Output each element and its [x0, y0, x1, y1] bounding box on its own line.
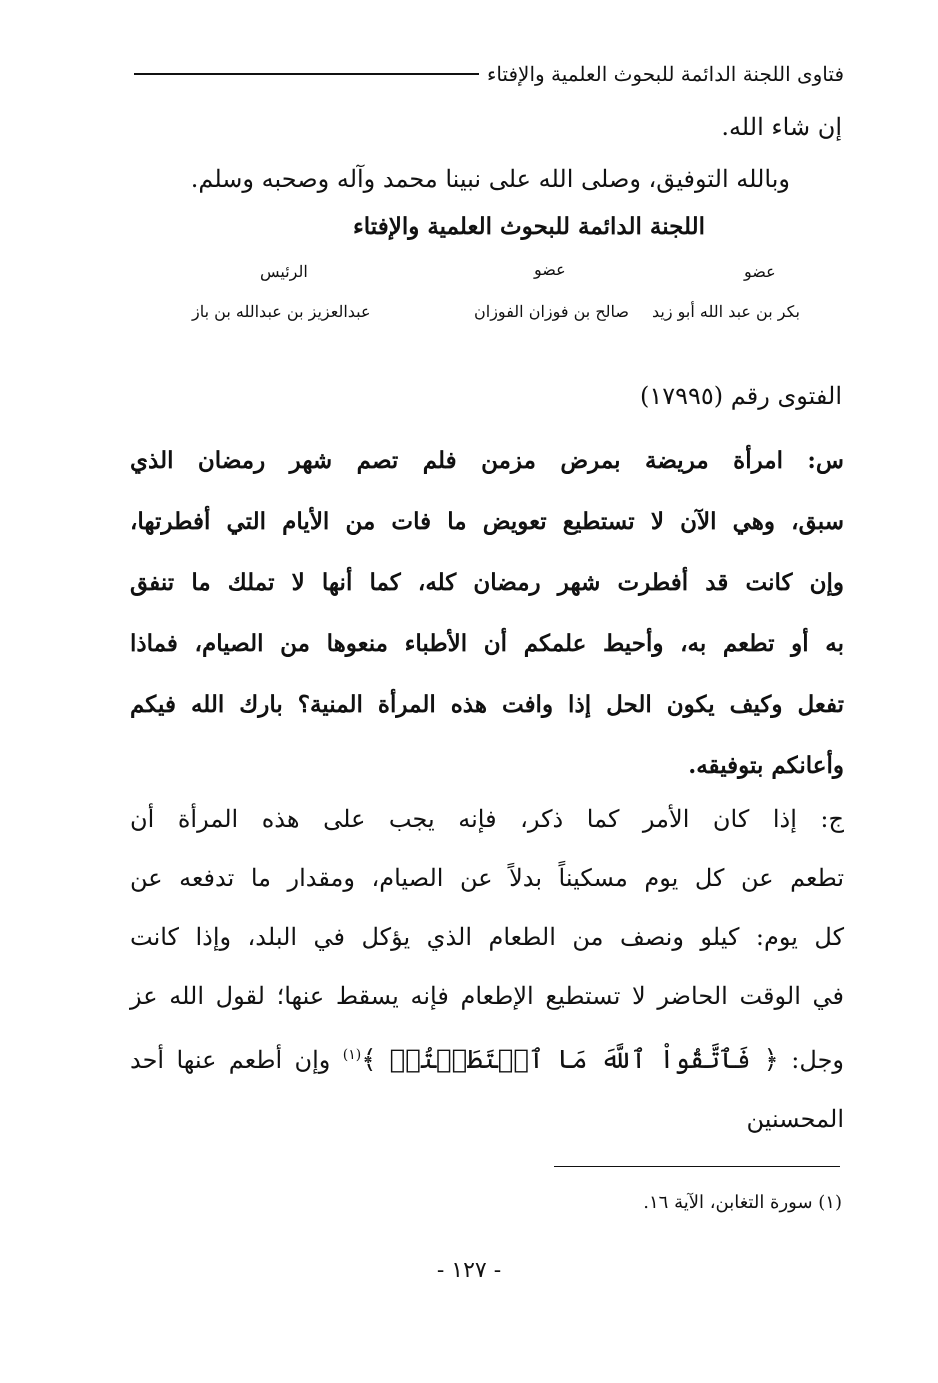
closing-line: وبالله التوفيق، وصلى الله على نبينا محمد وآله وصحبه وسلم. [190, 165, 790, 193]
answer-last-prefix: وجل: [778, 1046, 844, 1074]
answer-line-with-verse [130, 1026, 844, 1149]
question-line: تفعل وكيف يكون الحل إذا وافت هذه المرأة المنية؟ بارك الله فيكم [130, 691, 844, 718]
answer-line: تطعم عن كل يوم مسكيناً بدلاً عن الصيام، ومقدار ما تدفعه عن [130, 864, 844, 892]
page-number: - ١٢٧ - [436, 1258, 502, 1283]
signatory-role-1: عضو [744, 262, 776, 281]
header-rule [134, 73, 479, 75]
committee-name-text: اللجنة الدائمة للبحوث العلمية والإفتاء [352, 213, 706, 240]
fatwa-number: الفتوى رقم (١٧٩٩٥) [639, 382, 842, 410]
signatory-name-1: بكر بن عبد الله أبو زيد [652, 302, 800, 321]
question-block [130, 430, 844, 796]
question-line: سبق، وهي الآن لا تستطيع تعويض ما فات من الأيام التي أفطرتها، [130, 508, 844, 535]
signatory-role-2: عضو [534, 260, 566, 279]
footnote: (١) سورة التغابن، الآية ١٦. [643, 1192, 842, 1213]
answer-block [130, 790, 844, 1149]
answer-line: في الوقت الحاضر لا تستطيع الإطعام فإنه يسقط عنها؛ لقول الله عز [130, 982, 844, 1010]
running-header [134, 56, 844, 92]
answer-line: ج: إذا كان الأمر كما ذكر، فإنه يجب على هذه المرأة أن [130, 805, 844, 833]
footnote-marker: (١) [342, 1047, 362, 1063]
question-line: وأعانكم بتوفيقه. [688, 752, 844, 779]
answer-line: كل يوم: كيلو ونصف من الطعام الذي يؤكل في البلد، وإذا كانت [130, 923, 844, 951]
question-line: س: امرأة مريضة بمرض مزمن فلم تصم شهر رمضان الذي [130, 447, 844, 474]
signatory-name-2: صالح بن فوزان الفوزان [474, 302, 629, 321]
footnote-rule [554, 1166, 840, 1167]
running-header-title: فتاوى اللجنة الدائمة للبحوث العلمية والإفتاء [486, 62, 844, 86]
signatory-role-3: الرئيس [260, 262, 308, 281]
answer-last-suffix: وإن أطعم عنها أحد المحسنين [130, 1046, 844, 1133]
question-line: وإن كانت قد أفطرت شهر رمضان كله، كما أنها لا تملك ما تنفق [130, 569, 844, 596]
intro-line: إن شاء الله. [721, 113, 842, 141]
signatory-name-3: عبدالعزيز بن عبدالله بن باز [192, 302, 371, 321]
question-line: به أو تطعم به، وأحيط علمكم أن الأطباء منعوها من الصيام، فماذا [130, 630, 844, 657]
quran-verse: ﴿ فَٱتَّقُواْ ٱللَّهَ مَا ٱسۡتَطَعۡتُمۡ ﴾ [361, 1045, 779, 1075]
committee-name [0, 213, 938, 240]
